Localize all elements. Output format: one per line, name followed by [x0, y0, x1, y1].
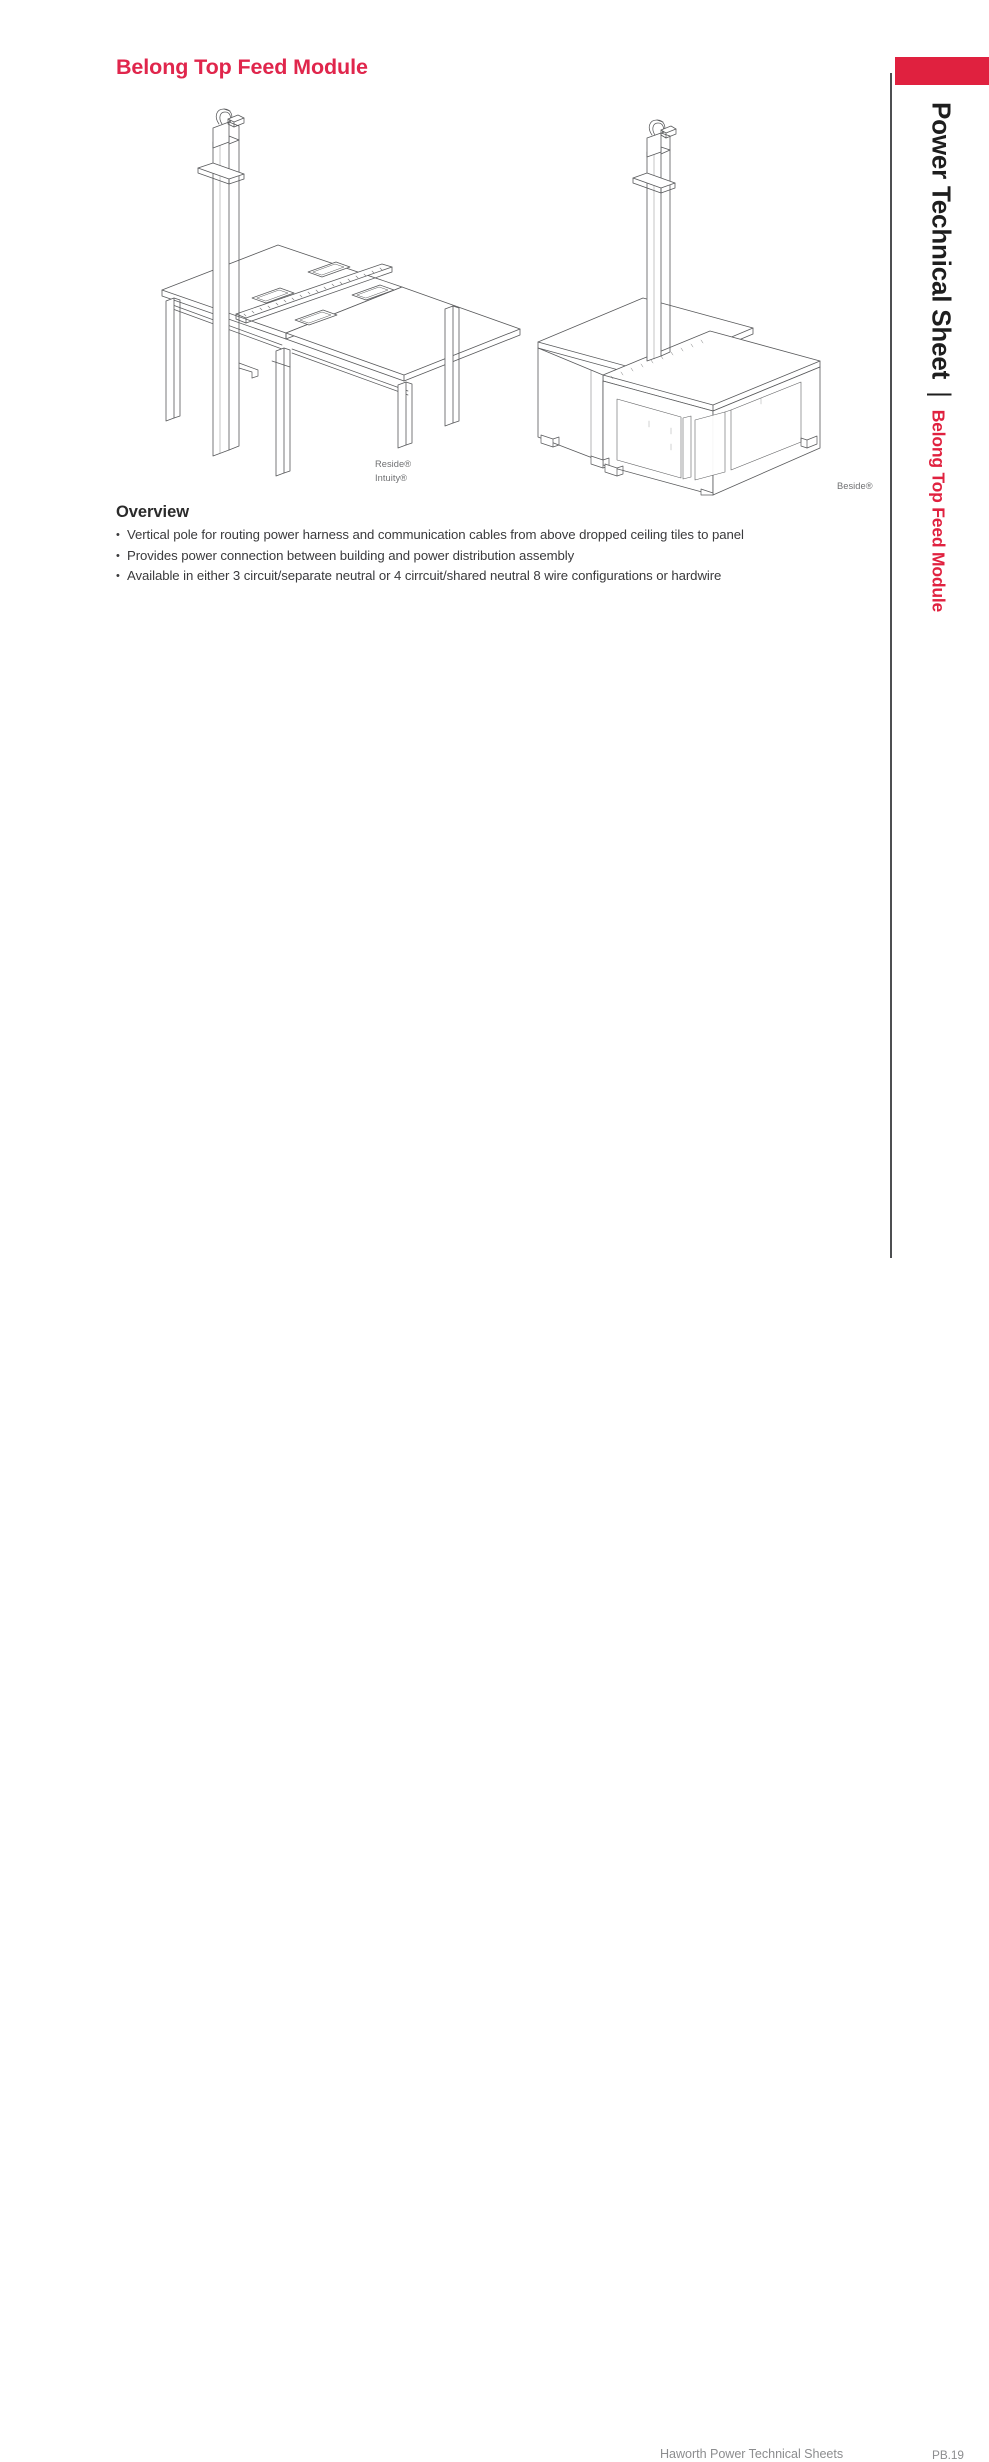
page-footer — [0, 1210, 989, 2462]
list-item-text: Provides power connection between building and power distribution assembly — [127, 547, 575, 563]
rail-separator: | — [926, 391, 957, 398]
rail-vertical-rule — [890, 73, 892, 1258]
caption-line-reside: Reside® — [375, 459, 412, 469]
figure-top-feed-module-on-storage-credenza — [525, 110, 873, 495]
illustration-row — [110, 105, 873, 500]
desk-leg-front-left — [276, 348, 290, 476]
rail-accent-swatch — [895, 57, 989, 85]
figure-top-feed-module-on-bench-desk — [140, 105, 520, 495]
figure-caption-right — [837, 480, 873, 494]
figure-caption-left — [375, 458, 411, 485]
overview-heading: Overview — [116, 503, 189, 521]
footer-document-label: Haworth Power Technical Sheets — [660, 2447, 844, 2461]
caption-line-intuity: Intuity® — [375, 472, 408, 483]
rail-main-label: Power Technical Sheet — [926, 102, 957, 380]
storage-credenza-line-drawing — [525, 110, 855, 495]
main-content-column — [0, 0, 893, 1280]
bullet-marker-icon: • — [116, 570, 120, 582]
footer-page-number: PB.19 — [932, 2448, 964, 2462]
list-item-text: Available in either 3 circuit/separate neutral or 4 cirrcuit/shared neutral 8 wire configurations or hardwire — [127, 568, 722, 583]
rail-text-block — [893, 102, 989, 802]
list-item — [116, 566, 876, 587]
bench-desk-line-drawing — [140, 105, 520, 495]
overview-bullet-list — [116, 525, 876, 587]
bullet-marker-icon: • — [116, 529, 120, 541]
side-rail — [893, 0, 989, 1280]
overview-section — [116, 503, 876, 587]
list-item-text: Vertical pole for routing power harness and communication cables from above dropped ceiling tiles to panel — [127, 527, 744, 542]
list-item — [116, 525, 876, 546]
list-item — [116, 546, 876, 567]
desk-leg-rear-left — [166, 298, 180, 421]
desk-leg-rear-right — [398, 382, 412, 448]
rail-sub-label: Belong Top Feed Module — [928, 409, 949, 613]
bullet-marker-icon: • — [116, 549, 120, 562]
page-title: Belong Top Feed Module — [116, 55, 368, 79]
caption-line-beside: Beside® — [837, 481, 873, 491]
